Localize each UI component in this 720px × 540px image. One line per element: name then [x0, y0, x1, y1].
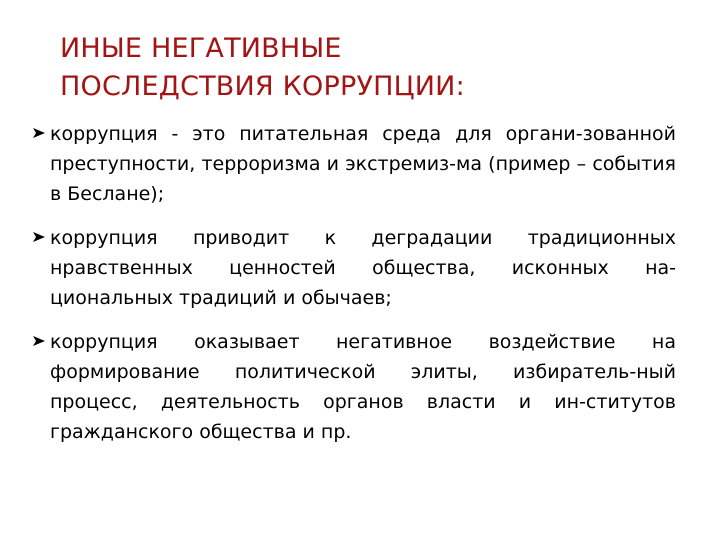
slide-title-line-2: ПОСЛЕДСТВИЯ КОРРУПЦИИ:: [60, 71, 465, 102]
arrowhead-bullet-icon: [32, 334, 46, 348]
bullet-text: коррупция оказывает негативное воздействие на формирование политической элиты, избиратель-ный процесс, деятельность органов власти и ин-ститутов гражданского общества и пр.: [50, 331, 676, 443]
arrowhead-bullet-icon: [32, 230, 46, 244]
bullet-item: [32, 223, 676, 313]
bullet-item: [32, 119, 676, 209]
bullet-text: коррупция приводит к деградации традиционных нравственных ценностей общества, исконных на-циональных традиций и обычаев;: [50, 227, 676, 309]
slide-title-line-1: ИНЫЕ НЕГАТИВНЫЕ: [60, 33, 342, 64]
bullet-text: коррупция - это питательная среда для органи-зованной преступности, терроризма и экстремиз-ма (пример – события в Беслане);: [50, 123, 676, 205]
bullet-item: [32, 327, 676, 447]
slide-title: [60, 30, 660, 106]
bullet-list: [32, 119, 676, 461]
arrowhead-bullet-icon: [32, 126, 46, 140]
